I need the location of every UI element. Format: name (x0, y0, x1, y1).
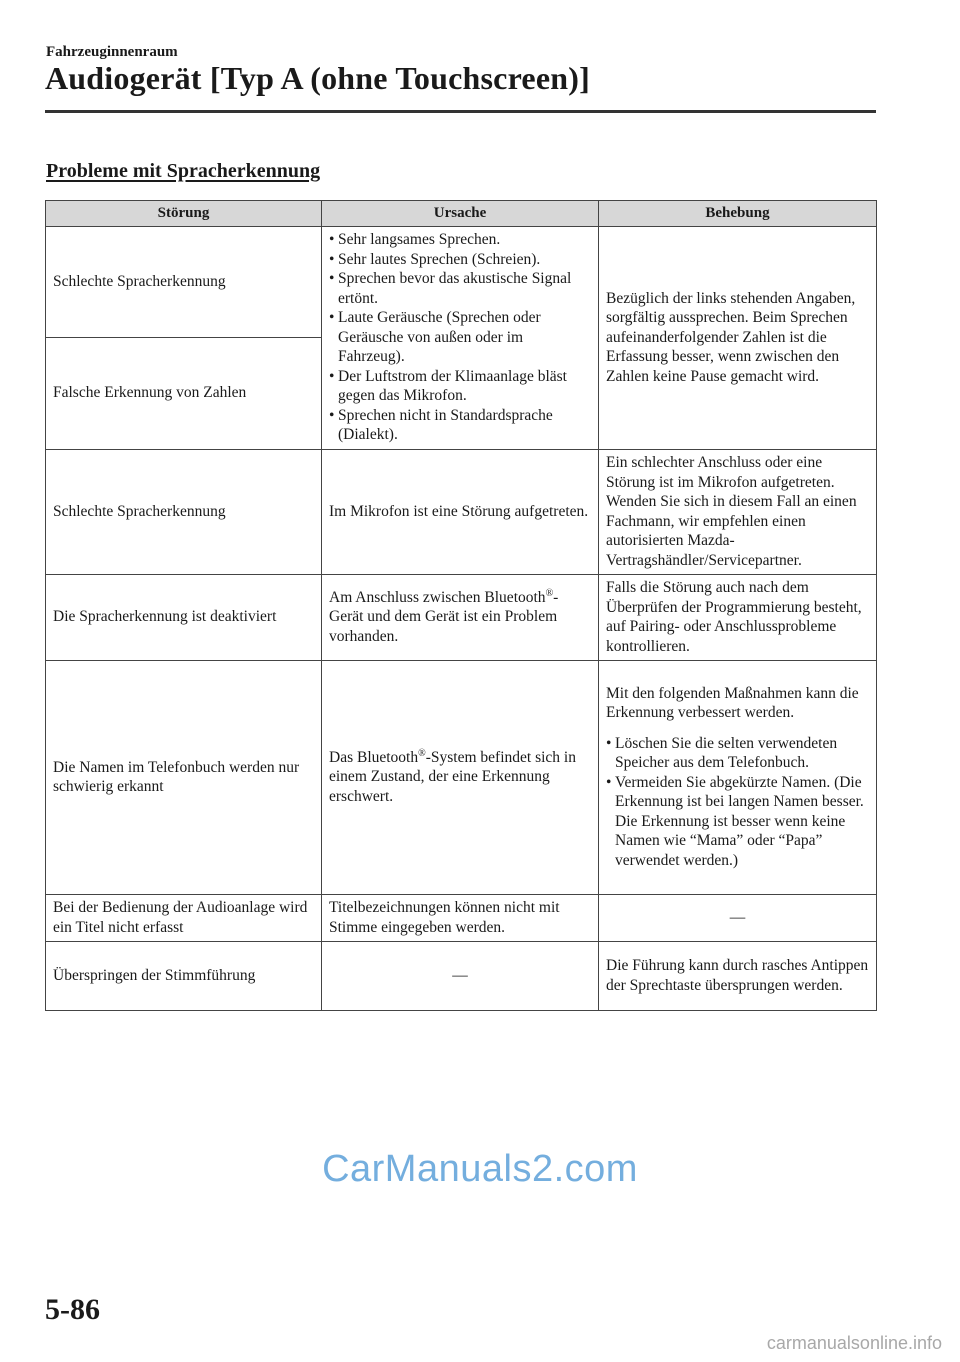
cell-behebung: — (599, 895, 877, 942)
cell-stoerung: Falsche Erkennung von Zahlen (46, 338, 322, 450)
remedy-list (606, 734, 869, 871)
header-stoerung: Störung (46, 201, 322, 227)
section-title: Probleme mit Spracherkennung (46, 160, 321, 182)
chapter-title: Audiogerät [Typ A (ohne Touchscreen)] (45, 60, 590, 96)
cell-ursache (322, 661, 599, 895)
section-label: Fahrzeuginnenraum (46, 44, 178, 60)
table-row (46, 227, 877, 338)
list-item: • Sprechen bevor das akustische Signal ertönt. (329, 269, 591, 308)
cell-behebung: Die Führung kann durch rasches Antippen der Sprechtaste übersprungen werden. (599, 942, 877, 1011)
list-item: • Sehr lautes Sprechen (Schreien). (329, 250, 591, 270)
cause-text: Am Anschluss zwischen Bluetooth (329, 588, 546, 606)
cell-ursache: Im Mikrofon ist eine Störung aufgetreten. (322, 450, 599, 575)
cell-ursache (322, 575, 599, 661)
list-item: • Der Luftstrom der Klimaanlage bläst gegen das Mikrofon. (329, 367, 591, 406)
table-header-row (46, 201, 877, 227)
table-row (46, 661, 877, 895)
cell-stoerung: Schlechte Spracherkennung (46, 227, 322, 338)
cell-stoerung: Die Spracherkennung ist deaktiviert (46, 575, 322, 661)
watermark-logo: CarManuals2.com (322, 1148, 638, 1190)
table-row (46, 575, 877, 661)
header-ursache: Ursache (322, 201, 599, 227)
table-row (46, 895, 877, 942)
cause-list (329, 230, 591, 445)
list-item: • Vermeiden Sie abgekürzte Namen. (Die Erkennung ist bei langen Namen besser. Die Erkennung ist besser wenn keine Namen wie “Mama” oder “Papa” verwendet werden.) (606, 773, 869, 871)
cell-stoerung: Schlechte Spracherkennung (46, 450, 322, 575)
cell-stoerung: Bei der Bedienung der Audioanlage wird ein Titel nicht erfasst (46, 895, 322, 942)
table-row (46, 942, 877, 1011)
table-row (46, 450, 877, 575)
list-item: • Löschen Sie die selten verwendeten Speicher aus dem Telefonbuch. (606, 734, 869, 773)
cause-text: -System befindet sich in einem Zustand, der eine Erkennung erschwert. (329, 748, 576, 805)
registered-mark: ® (545, 587, 554, 599)
remedy-intro: Mit den folgenden Maßnahmen kann die Erkennung verbessert werden. (606, 684, 859, 722)
cell-ursache: Titelbezeichnungen können nicht mit Stimme eingegeben werden. (322, 895, 599, 942)
list-item: • Laute Geräusche (Sprechen oder Geräusche von außen oder im Fahrzeug). (329, 308, 591, 367)
title-rule (45, 110, 876, 113)
cause-text: -Gerät und dem Gerät ist ein Problem vorhanden. (329, 588, 559, 645)
cause-text: Das Bluetooth (329, 748, 419, 766)
cell-behebung (599, 661, 877, 895)
cell-stoerung: Die Namen im Telefonbuch werden nur schwierig erkannt (46, 661, 322, 895)
list-item: • Sprechen nicht in Standardsprache (Dialekt). (329, 406, 591, 445)
troubleshooting-table (45, 200, 877, 1011)
registered-mark: ® (418, 747, 426, 759)
footer-watermark: carmanualsonline.info (766, 1333, 942, 1353)
cell-behebung: Ein schlechter Anschluss oder eine Störung ist im Mikrofon aufgetreten. Wenden Sie sich in diesem Fall an einen Fachmann, wir empfehlen einen autorisierten Mazda-Vertragshändler/Servicepartner. (599, 450, 877, 575)
cell-behebung: Falls die Störung auch nach dem Überprüfen der Programmierung besteht, auf Pairing- oder Anschlussprobleme kontrollieren. (599, 575, 877, 661)
cell-behebung: Bezüglich der links stehenden Angaben, sorgfältig aussprechen. Beim Sprechen aufeinanderfolgender Zahlen ist die Erfassung besser, wenn zwischen den Zahlen keine Pause gemacht wird. (599, 227, 877, 450)
cell-ursache (322, 227, 599, 450)
header-behebung: Behebung (599, 201, 877, 227)
cell-stoerung: Überspringen der Stimmführung (46, 942, 322, 1011)
page-number: 5-86 (45, 1293, 100, 1326)
cell-ursache: — (322, 942, 599, 1011)
list-item: • Sehr langsames Sprechen. (329, 230, 591, 250)
